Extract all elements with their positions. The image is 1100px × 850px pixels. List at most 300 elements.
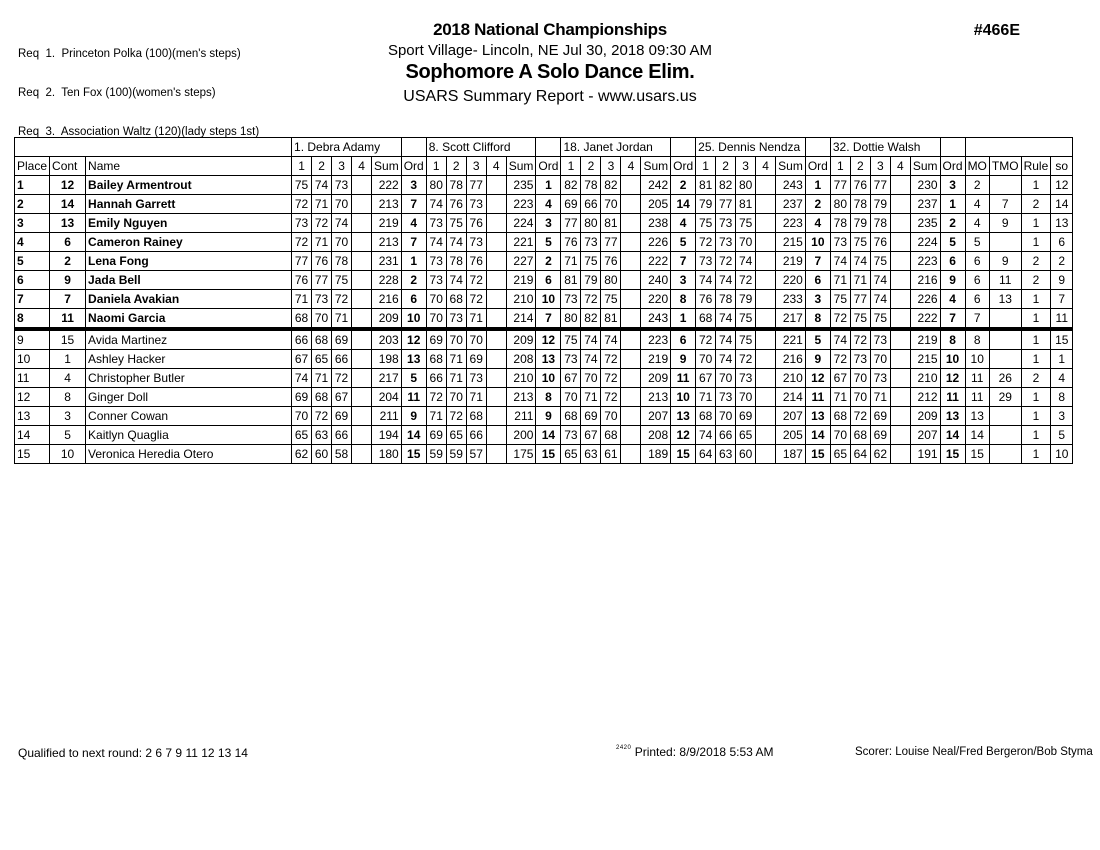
cell-sum: 198 [372, 350, 402, 369]
cell-skater-name: Jada Bell [86, 271, 292, 290]
cell-mark: 78 [581, 176, 601, 195]
cell-mark: 72 [312, 214, 332, 233]
cell-skater-name: Conner Cowan [86, 407, 292, 426]
cell-mark: 70 [601, 195, 621, 214]
cell-mark: 76 [292, 271, 312, 290]
cell-mark: 75 [736, 329, 756, 350]
cell-mark: 73 [716, 388, 736, 407]
cell-ordinal: 8 [805, 309, 830, 330]
cell-mark: 70 [426, 309, 446, 330]
result-row [15, 329, 1073, 350]
cell-ordinal: 4 [940, 290, 965, 309]
cell-rule: 1 [1021, 233, 1051, 252]
cell-ordinal: 10 [671, 388, 696, 407]
result-row [15, 271, 1073, 290]
cell-mark: 77 [870, 176, 890, 195]
cell-mark: 74 [870, 290, 890, 309]
cell-sum: 211 [506, 407, 536, 426]
cell-mark [621, 369, 641, 388]
cell-mark: 82 [561, 176, 581, 195]
cell-skater-name: Hannah Garrett [86, 195, 292, 214]
cell-mark: 69 [466, 350, 486, 369]
cell-mark: 78 [870, 214, 890, 233]
cell-mark: 70 [870, 350, 890, 369]
cell-mark: 77 [830, 176, 850, 195]
cell-mark: 77 [312, 271, 332, 290]
cell-ordinal: 9 [805, 350, 830, 369]
cell-ordinal: 6 [536, 271, 561, 290]
cell-mark: 74 [312, 176, 332, 195]
cell-mark [352, 195, 372, 214]
cell-so: 6 [1051, 233, 1073, 252]
cell-mark: 78 [830, 214, 850, 233]
cell-mark: 68 [830, 407, 850, 426]
cell-sum: 216 [372, 290, 402, 309]
cell-ordinal: 12 [671, 426, 696, 445]
column-header-row [15, 157, 1073, 176]
cell-mark: 73 [716, 214, 736, 233]
cell-mark: 71 [466, 388, 486, 407]
result-row [15, 290, 1073, 309]
cell-mark: 82 [581, 309, 601, 330]
cell-so: 9 [1051, 271, 1073, 290]
cell-sum: 220 [641, 290, 671, 309]
cell-mark [621, 309, 641, 330]
event-name: Sophomore A Solo Dance Elim. [405, 61, 695, 83]
cell-mark: 76 [466, 252, 486, 271]
cell-sum: 210 [506, 369, 536, 388]
cell-rule: 1 [1021, 350, 1051, 369]
cell-skater-name: Kaitlyn Quaglia [86, 426, 292, 445]
cell-sum: 224 [506, 214, 536, 233]
cell-mark: 73 [850, 350, 870, 369]
cell-mark: 78 [446, 176, 466, 195]
cell-rule: 1 [1021, 445, 1051, 464]
cell-mark: 70 [850, 369, 870, 388]
cell-sum: 210 [776, 369, 806, 388]
judge-name-header: 8. Scott Clifford [426, 138, 536, 157]
cell-mark: 72 [446, 407, 466, 426]
judge-row-right-spacer [965, 138, 1073, 157]
req-line-1: Req 1. Princeton Polka (100)(men's steps) [18, 48, 241, 60]
cell-ordinal: 4 [671, 214, 696, 233]
cell-tmo [989, 309, 1021, 330]
cell-sum: 243 [641, 309, 671, 330]
col-header-2: 2 [716, 157, 736, 176]
cell-mo: 6 [965, 290, 989, 309]
cell-mark: 65 [446, 426, 466, 445]
cell-mark: 70 [292, 407, 312, 426]
cell-mark: 74 [696, 271, 716, 290]
cell-mark: 72 [292, 233, 312, 252]
cell-sum: 226 [641, 233, 671, 252]
cell-mark [486, 369, 506, 388]
col-header-2: 2 [850, 157, 870, 176]
cell-skater-name: Veronica Heredia Otero [86, 445, 292, 464]
cell-place: 10 [15, 350, 50, 369]
cell-mark: 59 [446, 445, 466, 464]
cell-tmo [989, 176, 1021, 195]
cell-mark [756, 426, 776, 445]
cell-mark: 78 [850, 195, 870, 214]
cell-mark [352, 233, 372, 252]
cell-ordinal: 11 [805, 388, 830, 407]
cell-mark: 66 [426, 369, 446, 388]
cell-mark: 73 [466, 195, 486, 214]
cell-ordinal: 4 [401, 214, 426, 233]
judge-name-header: 32. Dottie Walsh [830, 138, 940, 157]
cell-mark: 73 [581, 233, 601, 252]
cell-rule: 1 [1021, 388, 1051, 407]
cell-place: 8 [15, 309, 50, 330]
cell-mark: 73 [716, 233, 736, 252]
cell-mark [352, 290, 372, 309]
cell-ordinal: 8 [536, 388, 561, 407]
cell-contestant-number: 13 [50, 214, 86, 233]
cell-mark: 69 [870, 407, 890, 426]
cell-mo: 11 [965, 369, 989, 388]
col-header-1: 1 [696, 157, 716, 176]
cell-mark [756, 271, 776, 290]
cell-mark: 69 [332, 329, 352, 350]
cell-mark [486, 233, 506, 252]
cell-mark [486, 214, 506, 233]
cell-mark: 80 [426, 176, 446, 195]
cell-ordinal: 12 [536, 329, 561, 350]
cell-mark: 74 [446, 233, 466, 252]
cell-mark [890, 369, 910, 388]
cell-mark: 70 [466, 329, 486, 350]
cell-mark: 68 [696, 309, 716, 330]
col-header-1: 1 [292, 157, 312, 176]
cell-mark: 70 [696, 350, 716, 369]
judge-name-header: 1. Debra Adamy [292, 138, 402, 157]
cell-mark [621, 388, 641, 407]
col-header-3: 3 [870, 157, 890, 176]
cell-ordinal: 14 [940, 426, 965, 445]
col-header-mo: MO [965, 157, 989, 176]
col-header-1: 1 [830, 157, 850, 176]
cell-mark: 63 [716, 445, 736, 464]
cell-mark [352, 407, 372, 426]
cell-ordinal: 10 [536, 290, 561, 309]
cell-ordinal: 15 [536, 445, 561, 464]
cell-mark [756, 369, 776, 388]
cell-mark: 71 [446, 350, 466, 369]
cell-mark: 70 [312, 309, 332, 330]
cell-ordinal: 6 [671, 329, 696, 350]
cell-sum: 219 [910, 329, 940, 350]
cell-sum: 180 [372, 445, 402, 464]
cell-mark [352, 350, 372, 369]
cell-ordinal: 2 [671, 176, 696, 195]
cell-sum: 205 [641, 195, 671, 214]
cell-mark [621, 252, 641, 271]
col-header-sum: Sum [372, 157, 402, 176]
cell-mark: 69 [292, 388, 312, 407]
cell-so: 15 [1051, 329, 1073, 350]
cell-contestant-number: 2 [50, 252, 86, 271]
cell-mark: 73 [426, 271, 446, 290]
cell-sum: 187 [776, 445, 806, 464]
cell-mark [890, 271, 910, 290]
result-row [15, 369, 1073, 388]
col-header-2: 2 [312, 157, 332, 176]
cell-mark: 76 [696, 290, 716, 309]
cell-mark: 79 [736, 290, 756, 309]
result-row [15, 388, 1073, 407]
cell-mark: 80 [736, 176, 756, 195]
col-header-name: Name [86, 157, 292, 176]
col-header-4: 4 [890, 157, 910, 176]
cell-mark: 76 [312, 252, 332, 271]
col-header-3: 3 [332, 157, 352, 176]
cell-mark: 70 [601, 407, 621, 426]
cell-mark [756, 309, 776, 330]
cell-sum: 230 [910, 176, 940, 195]
cell-mark: 66 [716, 426, 736, 445]
cell-mark: 81 [736, 195, 756, 214]
cell-ordinal: 2 [805, 195, 830, 214]
cell-mark: 70 [581, 369, 601, 388]
cell-mark: 72 [850, 329, 870, 350]
cell-tmo: 29 [989, 388, 1021, 407]
cell-mark: 75 [870, 309, 890, 330]
judge-row-left-spacer [15, 138, 292, 157]
cell-tmo [989, 407, 1021, 426]
cell-sum: 231 [372, 252, 402, 271]
cell-tmo: 9 [989, 214, 1021, 233]
cell-sum: 191 [910, 445, 940, 464]
cell-ordinal: 11 [401, 388, 426, 407]
cell-ordinal: 12 [805, 369, 830, 388]
cell-mark [890, 290, 910, 309]
cell-mark: 69 [870, 426, 890, 445]
cell-mark: 74 [446, 271, 466, 290]
col-header-ord: Ord [940, 157, 965, 176]
cell-so: 8 [1051, 388, 1073, 407]
cell-mark [621, 233, 641, 252]
cell-ordinal: 7 [805, 252, 830, 271]
cell-sum: 223 [776, 214, 806, 233]
cell-sum: 217 [372, 369, 402, 388]
cell-ordinal: 1 [671, 309, 696, 330]
cell-mark [890, 214, 910, 233]
cell-mark: 67 [292, 350, 312, 369]
cell-ordinal: 2 [401, 271, 426, 290]
cell-so: 5 [1051, 426, 1073, 445]
cell-mark: 72 [332, 369, 352, 388]
cell-contestant-number: 6 [50, 233, 86, 252]
report-title: 2018 National Championships [433, 20, 667, 39]
cell-mark: 79 [870, 195, 890, 214]
cell-mark [756, 233, 776, 252]
cell-rule: 2 [1021, 195, 1051, 214]
cell-mark: 71 [581, 388, 601, 407]
cell-mark: 76 [601, 252, 621, 271]
cell-ordinal: 13 [940, 407, 965, 426]
printed-line [616, 745, 773, 759]
cell-mark: 68 [466, 407, 486, 426]
cell-rule: 2 [1021, 369, 1051, 388]
cell-mark: 73 [466, 369, 486, 388]
cell-place: 13 [15, 407, 50, 426]
cell-mark [890, 233, 910, 252]
cell-sum: 200 [506, 426, 536, 445]
cell-mark: 73 [446, 309, 466, 330]
cell-tmo: 13 [989, 290, 1021, 309]
cell-mark: 68 [850, 426, 870, 445]
cell-mark: 71 [312, 195, 332, 214]
cell-mark: 72 [830, 309, 850, 330]
cell-mark: 73 [426, 252, 446, 271]
cell-mark: 61 [601, 445, 621, 464]
cell-sum: 204 [372, 388, 402, 407]
cell-ordinal: 13 [805, 407, 830, 426]
cell-mark: 68 [696, 407, 716, 426]
cell-mark [890, 407, 910, 426]
cell-ordinal: 1 [536, 176, 561, 195]
cell-sum: 219 [506, 271, 536, 290]
cell-mo: 6 [965, 271, 989, 290]
report-type-line: USARS Summary Report - www.usars.us [403, 88, 697, 105]
cell-mark: 60 [736, 445, 756, 464]
cell-mark [756, 445, 776, 464]
cell-sum: 212 [910, 388, 940, 407]
cell-sum: 203 [372, 329, 402, 350]
result-row [15, 426, 1073, 445]
cell-sum: 210 [910, 369, 940, 388]
cell-contestant-number: 10 [50, 445, 86, 464]
cell-ordinal: 12 [401, 329, 426, 350]
cell-mark [621, 426, 641, 445]
cell-mark: 72 [716, 252, 736, 271]
result-row [15, 233, 1073, 252]
cell-mark: 74 [426, 195, 446, 214]
cell-mark: 73 [870, 369, 890, 388]
cell-mark: 72 [696, 329, 716, 350]
cell-mark: 70 [426, 290, 446, 309]
cell-ordinal: 10 [805, 233, 830, 252]
cell-rule: 2 [1021, 271, 1051, 290]
cell-so: 14 [1051, 195, 1073, 214]
cell-sum: 224 [910, 233, 940, 252]
cell-sum: 209 [506, 329, 536, 350]
cell-sum: 220 [776, 271, 806, 290]
cell-rule: 1 [1021, 290, 1051, 309]
col-header-so: so [1051, 157, 1073, 176]
cell-mark: 79 [581, 271, 601, 290]
cell-contestant-number: 7 [50, 290, 86, 309]
cell-ordinal: 5 [536, 233, 561, 252]
cell-mark: 73 [736, 369, 756, 388]
cell-mark: 68 [446, 290, 466, 309]
cell-ordinal: 12 [940, 369, 965, 388]
cell-mark [621, 176, 641, 195]
version-mark: 2420 [616, 745, 632, 751]
cell-mark: 67 [696, 369, 716, 388]
cell-ordinal: 9 [940, 271, 965, 290]
req-line-3: Req 3. Association Waltz (120)(lady steps 1st) [18, 126, 260, 138]
cell-mark: 71 [466, 309, 486, 330]
req-line-2: Req 2. Ten Fox (100)(women's steps) [18, 87, 216, 99]
cell-ordinal: 9 [401, 407, 426, 426]
cell-mark: 72 [426, 388, 446, 407]
cell-mark: 70 [736, 388, 756, 407]
cell-mark: 72 [601, 369, 621, 388]
cell-mark: 75 [581, 252, 601, 271]
col-header-ord: Ord [805, 157, 830, 176]
cell-mark: 81 [561, 271, 581, 290]
cell-mark [486, 290, 506, 309]
cell-mark: 74 [292, 369, 312, 388]
judge-row-ord-gap [536, 138, 561, 157]
cell-ordinal: 3 [805, 290, 830, 309]
cell-mark: 72 [312, 407, 332, 426]
cell-sum: 213 [372, 233, 402, 252]
cell-sum: 207 [641, 407, 671, 426]
cell-place: 2 [15, 195, 50, 214]
cell-mark: 69 [332, 407, 352, 426]
cell-sum: 189 [641, 445, 671, 464]
cell-mark [486, 195, 506, 214]
cell-mark: 75 [830, 290, 850, 309]
cell-mark [890, 252, 910, 271]
cell-mark: 63 [312, 426, 332, 445]
cell-mark: 74 [850, 252, 870, 271]
cell-mark: 70 [830, 426, 850, 445]
cell-mark: 72 [332, 290, 352, 309]
cell-rule: 2 [1021, 252, 1051, 271]
cell-tmo [989, 350, 1021, 369]
judge-name-header: 25. Dennis Nendza [696, 138, 806, 157]
cell-ordinal: 8 [940, 329, 965, 350]
cell-mo: 4 [965, 214, 989, 233]
cell-mark: 77 [850, 290, 870, 309]
cell-mark: 60 [312, 445, 332, 464]
cell-mark: 71 [292, 290, 312, 309]
cell-sum: 221 [776, 329, 806, 350]
cell-contestant-number: 15 [50, 329, 86, 350]
cell-mark: 69 [426, 426, 446, 445]
cell-sum: 237 [910, 195, 940, 214]
result-row [15, 176, 1073, 195]
cell-mark: 77 [466, 176, 486, 195]
cell-mark: 74 [830, 252, 850, 271]
cell-mark: 67 [332, 388, 352, 407]
cell-so: 3 [1051, 407, 1073, 426]
cell-sum: 235 [506, 176, 536, 195]
cell-mark: 77 [292, 252, 312, 271]
cell-tmo: 26 [989, 369, 1021, 388]
cell-rule: 1 [1021, 426, 1051, 445]
cell-mark: 71 [312, 369, 332, 388]
col-header-4: 4 [756, 157, 776, 176]
cell-mark: 66 [466, 426, 486, 445]
cell-ordinal: 13 [536, 350, 561, 369]
cell-mark [756, 407, 776, 426]
cell-mo: 14 [965, 426, 989, 445]
cell-mark [486, 426, 506, 445]
col-header-cont: Cont [50, 157, 86, 176]
cell-mark: 58 [332, 445, 352, 464]
cell-ordinal: 3 [671, 271, 696, 290]
col-header-3: 3 [466, 157, 486, 176]
cell-mark: 70 [736, 233, 756, 252]
judge-row-ord-gap [805, 138, 830, 157]
col-header-ord: Ord [671, 157, 696, 176]
cell-mark: 72 [736, 271, 756, 290]
